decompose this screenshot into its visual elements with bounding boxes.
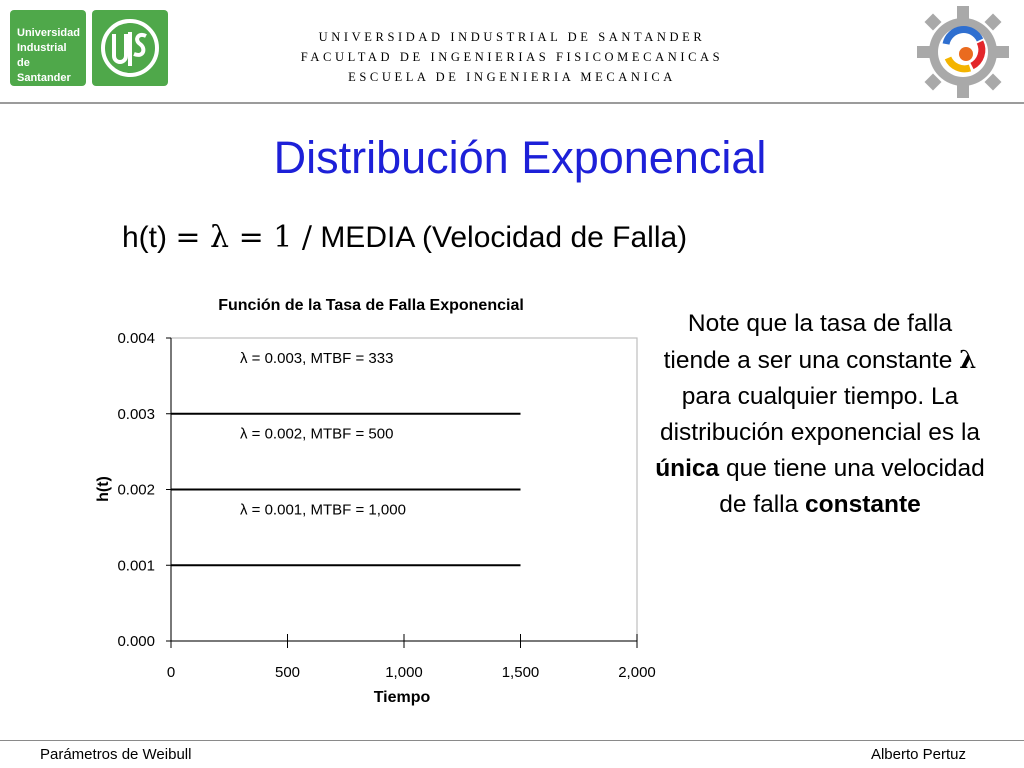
note-lambda: λ <box>959 345 977 374</box>
y-tick-label: 0.004 <box>117 330 155 347</box>
series-label: λ = 0.001, MTBF = 1,000 <box>240 501 406 519</box>
footer-right: Alberto Pertuz <box>870 746 966 763</box>
slide-title: Distribución Exponencial <box>273 132 767 183</box>
header-faculty: FACULTAD DE INGENIERIAS FISICOMECANICAS <box>300 50 724 64</box>
note-part-1: Note que la tasa de falla tiende a ser una constante <box>663 310 960 374</box>
x-axis-label: Tiempo <box>373 689 431 706</box>
x-tick-label: 1,000 <box>385 664 423 681</box>
series-label: λ = 0.002, MTBF = 500 <box>240 425 394 443</box>
y-tick-label: 0.002 <box>117 481 155 499</box>
formula-suffix: MEDIA (Velocidad de Falla) <box>311 221 688 254</box>
note-part-2: para cualquier tiempo. La distribución exponencial es la <box>659 383 981 446</box>
logo-line-1: Universidad <box>17 27 80 39</box>
y-tick-label: 0.003 <box>117 405 155 423</box>
series-label: λ = 0.003, MTBF = 333 <box>240 349 394 367</box>
formula-prefix: h(t) <box>122 221 176 254</box>
x-tick-label: 500 <box>274 664 301 681</box>
header-school: ESCUELA DE INGENIERIA MECANICA <box>348 70 676 84</box>
footer-left: Parámetros de Weibull <box>40 746 192 763</box>
note-emphasis-unica: única <box>655 455 720 482</box>
y-tick-label: 0.000 <box>117 633 155 650</box>
logo-line-2: Industrial de <box>17 42 67 69</box>
header-university: UNIVERSIDAD INDUSTRIAL DE SANTANDER <box>318 30 706 44</box>
y-axis-label: h(t) <box>95 476 112 502</box>
x-tick-label: 2,000 <box>618 664 656 681</box>
chart-title: Función de la Tasa de Falla Exponencial <box>218 297 524 314</box>
y-tick-label: 0.001 <box>117 557 155 575</box>
note-emphasis-constante: constante <box>805 491 921 518</box>
x-tick-label: 1,500 <box>501 664 540 681</box>
note-part-3: que tiene una velocidad de falla <box>719 455 985 518</box>
x-tick-label: 0 <box>166 664 176 681</box>
logo-line-3: Santander <box>17 72 71 84</box>
footer-divider <box>0 740 1024 741</box>
note-text <box>652 306 988 523</box>
formula-symbols: = λ = 1 / <box>175 220 312 255</box>
